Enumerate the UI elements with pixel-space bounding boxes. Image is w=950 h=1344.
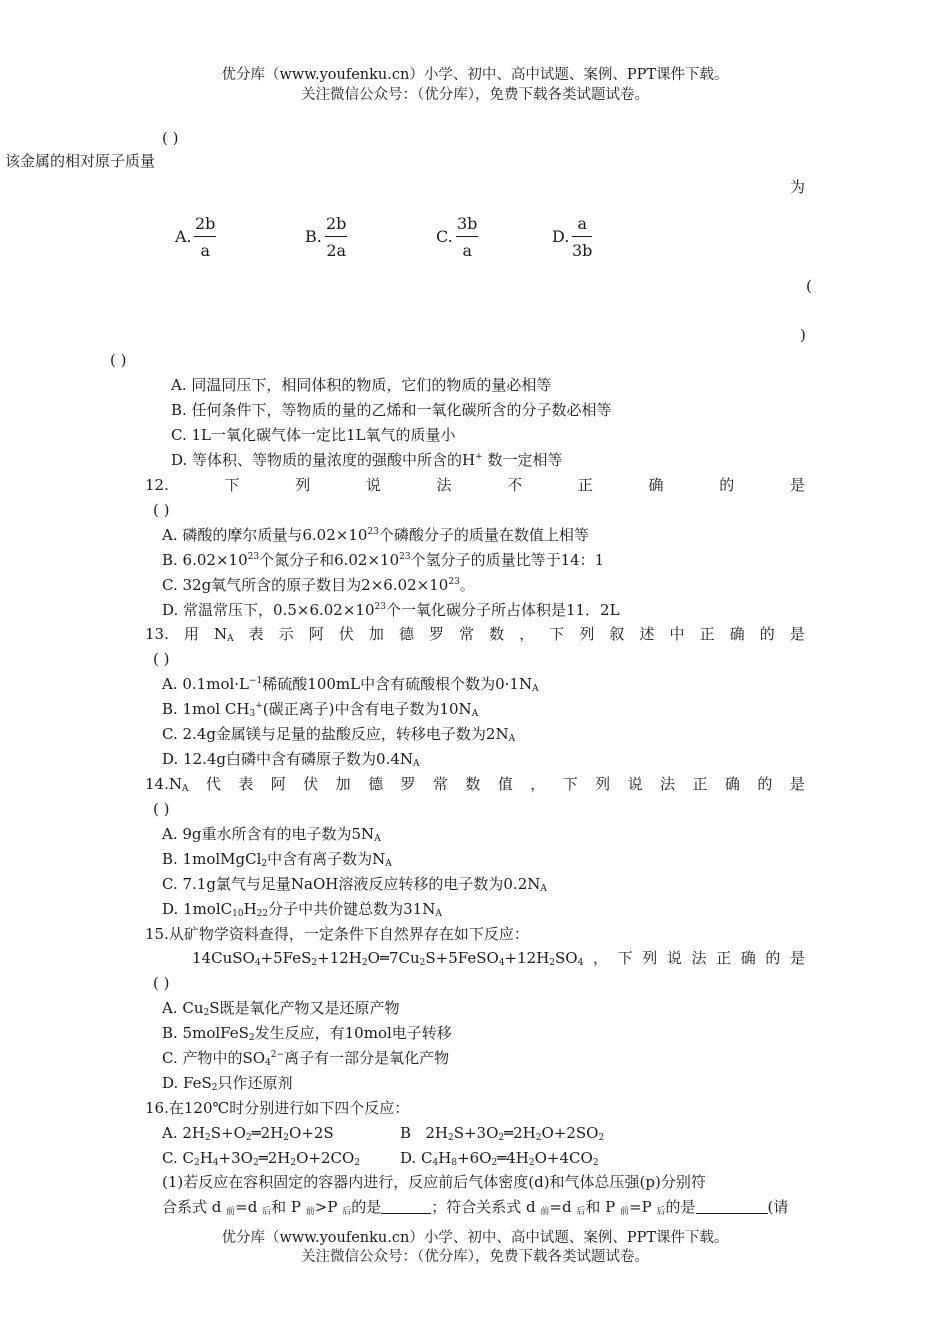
q10-stem-end: 为 [790,178,806,196]
q15-char: 的 [765,949,781,967]
q13-char: 加 [368,625,384,643]
footer-line-1: 优分库（www.youfenku.cn）小学、初中、高中试题、案例、PPT课件下载。 [221,1230,729,1246]
q14-option-b: B. 1molMgCl$_2$中含有离子数为$N_A$ [162,850,392,869]
q16-part1-line2: 合系式 d $_前$=d $_后$和 P $_前$>P $_后$的是 ；符合关系式 d $_前$=d $_后$和 P $_前$=P $_后$的是 (请 [162,1198,789,1217]
q12-char: 说 [365,476,381,494]
q14-option-c: C. 7.1g氯气与足量NaOH溶液反应转移的电子数为$0.2N_A$ [162,875,547,894]
q12-char: 是 [789,476,805,494]
q13-char: 正 [699,625,715,643]
q10-option-c-label: C. [436,227,453,246]
q16-reaction-d: D. $C_4H_8+6O_2═4H_2O+4CO_2$ [400,1149,599,1168]
numerator: 2b [194,214,216,237]
footer-line-2: 关注微信公众号：（优分库），免费下载各类试题试卷。 [301,1249,649,1265]
q10-option-c-fraction [456,214,478,260]
q13-char: 列 [579,625,595,643]
numerator: 2b [325,214,347,237]
header-line-2: 关注微信公众号：（优分库），免费下载各类试题试卷。 [301,87,649,103]
q12-option-d: D. 常温常压下，$0.5\times 6.02\times 10^{23}$个一氧化碳分子所占体积是11．2L [162,601,620,619]
q15-char: 确 [740,949,756,967]
q12-char: 的 [719,476,735,494]
q11-open-paren: ( [806,277,812,295]
denominator: 2a [326,241,347,260]
q15-equation: $14CuSO_4+5FeS_2+12H_2O═7Cu_2S+5FeSO_4+12H_2SO_4$ [192,949,584,968]
q15-answer-paren: ( ) [153,974,170,992]
q11-option-c: C. 1L一氧化碳气体一定比1L氧气的质量小 [171,426,456,444]
q13-char: 的 [759,625,775,643]
q13-answer-paren: ( ) [153,650,170,668]
q12-char: 列 [295,476,311,494]
q16-stem: 16.在120℃时分别进行如下四个反应： [145,1099,410,1117]
q14-char: 数 [465,775,481,793]
q15-char: 正 [716,949,732,967]
denominator: a [200,241,210,260]
q13-option-b: B. 1mol $CH_3^+$(碳正离子)中含有电子数为$10N_A$ [162,700,479,719]
q11-close-paren: ) [800,326,806,344]
q14-answer-paren: ( ) [153,800,170,818]
q10-option-a-label: A. [175,227,192,246]
q14-char: 的 [757,775,773,793]
q13-option-c: C. 2.4g金属镁与足量的盐酸反应，转移电子数为$2N_A$ [162,725,516,744]
q13-char: 德 [398,625,414,643]
q13-char: 伏 [338,625,354,643]
q14-char: 加 [335,775,351,793]
q16-reaction-c: C. $C_2H_4+3O_2═2H_2O+2CO_2$ [162,1149,360,1168]
q15-equation-line [192,951,805,966]
q10-option-d-label: D. [552,227,570,246]
q14-option-d: D. $1molC_{10}H_{22}$分子中共价键总数为$31N_A$ [162,900,442,919]
q14-char: ， [530,775,546,793]
q12-char: 法 [436,476,452,494]
q13-char: 常 [459,625,475,643]
q14-char: 下 [562,775,578,793]
q15-char: 是 [789,949,805,967]
denominator: 3b [572,241,593,260]
q13-char: ， [519,625,535,643]
q13-char: 用 [183,625,199,643]
numerator: a [572,214,592,237]
q13-stem [145,627,805,642]
q14-char: 表 [238,775,254,793]
answer-blank-2[interactable] [696,1213,768,1214]
q13-char: 下 [549,625,565,643]
q11-option-b: B. 任何条件下，等物质的量的乙烯和一氧化碳所含的分子数必相等 [171,401,612,419]
q12-stem [145,478,805,493]
denominator: a [462,241,472,260]
q11-answer-paren: ( ) [110,351,127,369]
q11-option-a: A. 同温同压下，相同体积的物质，它们的物质的量必相等 [171,376,552,394]
q12-number: 12. [145,476,169,494]
numerator: 3b [456,214,478,237]
q12-option-a: A. 磷酸的摩尔质量与$6.02\times 10^{23}$个磷酸分子的质量在数值上相等 [162,526,589,544]
header-line-1: 优分库（www.youfenku.cn）小学、初中、高中试题、案例、PPT课件下载。 [221,67,729,83]
q12-char: 下 [224,476,240,494]
q14-char: 代 [205,775,221,793]
q16-part1-trailing: (请 [767,1198,789,1216]
q14-char: 伏 [303,775,319,793]
q10-option-b-label: B. [305,227,322,246]
q12-char: 不 [507,476,523,494]
q10-option-b-fraction [325,214,347,260]
q15-option-b: B. 5molFeS$_2$发生反应，有10mol电子转移 [162,1024,452,1043]
q14-number: $14.N_A$ [145,775,189,794]
q14-char: 罗 [400,775,416,793]
q13-char: 表 [248,625,264,643]
q13-char: 示 [278,625,294,643]
q12-option-c: C. 32g氧气所含的原子数目为$2\times 6.02\times 10^{23}$。 [162,576,475,594]
q10-option-d-fraction [572,214,592,260]
q15-option-a: A. $Cu_2S$既是氧化产物又是还原产物 [162,999,400,1018]
q14-char: 值 [497,775,513,793]
q13-number: 13. [145,625,169,643]
q15-option-c: C. 产物中的$SO_4^{2-}$离子有一部分是氧化产物 [162,1049,450,1068]
q14-char: 常 [432,775,448,793]
q15-char: ， [592,949,608,967]
q10-stem: 该金属的相对原子质量 [5,152,156,170]
q12-answer-paren: ( ) [153,501,170,519]
q16-part1-line1: (1)若反应在容积固定的容器内进行，反应前后气体密度(d)和气体总压强(p)分别符 [162,1173,706,1191]
q15-option-d: D. FeS$_2$只作还原剂 [162,1074,293,1093]
q15-char: 法 [691,949,707,967]
q12-char: 确 [648,476,664,494]
q14-char: 阿 [270,775,286,793]
q13-char: 叙 [609,625,625,643]
q14-stem [145,777,805,792]
q13-option-a: A. $0.1mol\cdot L^{-1}$稀硫酸100mL中含有硫酸根个数为$0\cdot 1N_A$ [162,675,539,694]
q10-option-a-fraction [194,214,216,260]
q12-char: 正 [577,476,593,494]
q12-option-b: B. $6.02\times 10^{23}$个氮分子和$6.02\times 10^{23}$个氢分子的质量比等于14：1 [162,551,605,569]
q13-char: 是 [789,625,805,643]
q16-reaction-b: B $2H_2S+3O_2═2H_2O+2SO_2$ [400,1124,605,1143]
q11-option-d: D. 等体积、等物质的量浓度的强酸中所含的H+ 数一定相等 [171,451,563,469]
q14-char: 法 [660,775,676,793]
q13-option-d: D. 12.4g白磷中含有磷原子数为$0.4N_A$ [162,750,420,769]
q14-option-a: A. 9g重水所含有的电子数为$5N_A$ [162,825,381,844]
q13-na: $N_A$ [213,625,234,644]
q15-stem: 15.从矿物学资料查得，一定条件下自然界存在如下反应： [145,925,529,943]
q14-char: 正 [692,775,708,793]
q14-char: 说 [627,775,643,793]
q14-char: 是 [789,775,805,793]
q16-reaction-a: A. $2H_2S+O_2═2H_2O+2S$ [162,1124,334,1143]
q10-answer-paren: ( ) [162,129,179,147]
q13-char: 确 [729,625,745,643]
q13-char: 阿 [308,625,324,643]
q15-char: 列 [642,949,658,967]
q14-char: 德 [368,775,384,793]
q13-char: 数 [489,625,505,643]
q13-char: 罗 [429,625,445,643]
q13-char: 中 [669,625,685,643]
q14-char: 列 [595,775,611,793]
answer-blank-1[interactable] [381,1213,431,1214]
q15-char: 说 [666,949,682,967]
q14-char: 确 [724,775,740,793]
q15-char: 下 [617,949,633,967]
q13-char: 述 [639,625,655,643]
